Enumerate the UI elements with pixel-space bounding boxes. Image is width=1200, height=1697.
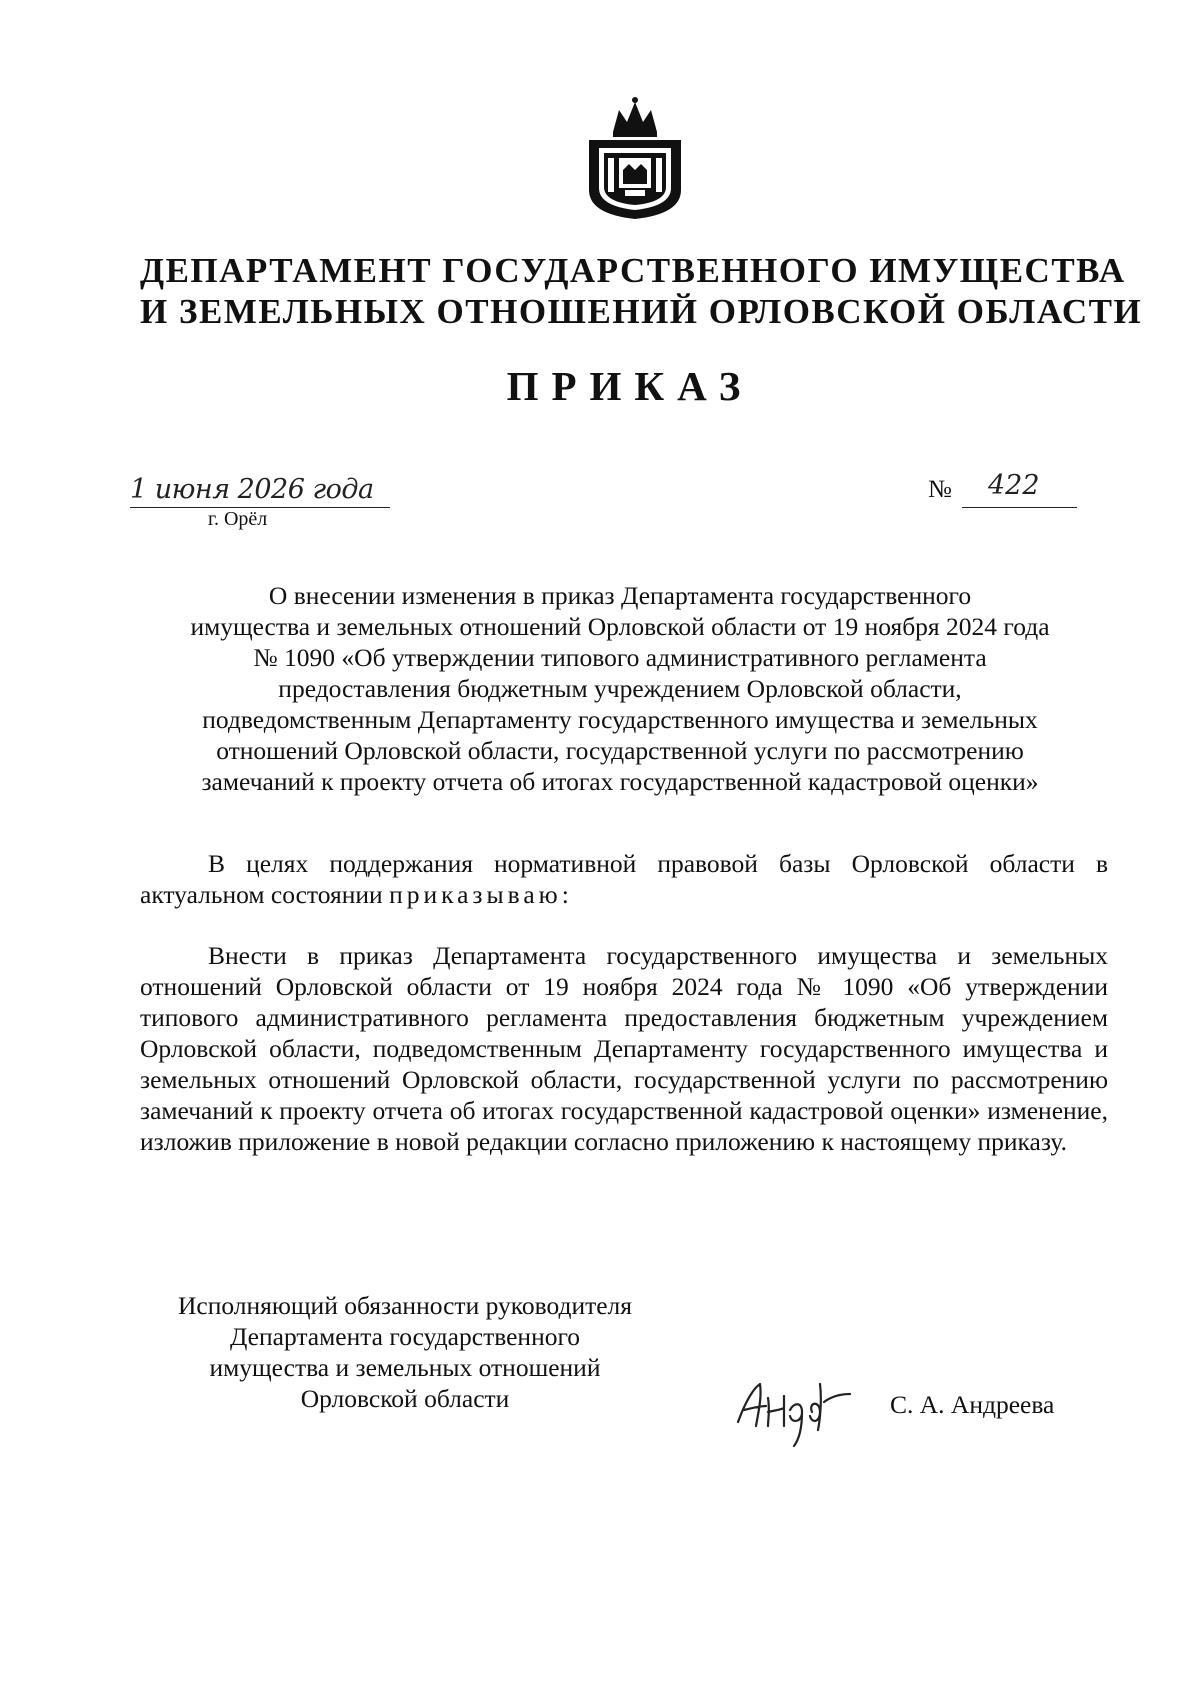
signer-name: С. А. Андреева: [890, 1390, 1055, 1419]
number-underline: [962, 507, 1077, 508]
subject-line: имущества и земельных отношений Орловской области от 19 ноября 2024 года: [190, 612, 1050, 641]
order-number-handwritten: 422: [988, 470, 1040, 501]
subject-line: № 1090 «Об утверждении типового административного регламента: [253, 643, 987, 672]
order-subject: [150, 580, 1090, 797]
issue-city: г. Орёл: [208, 508, 268, 530]
signatory-position-line: Исполняющий обязанности руководителя: [177, 1291, 633, 1320]
subject-line: предоставления бюджетным учреждением Орловской области,: [278, 674, 962, 703]
handwritten-signature: [728, 1370, 858, 1450]
order-date-handwritten: 1 июня 2026 года: [130, 474, 374, 505]
signatory-position-line: Орловской области: [300, 1384, 510, 1413]
organization-name-line2: И ЗЕМЕЛЬНЫХ ОТНОШЕНИЙ ОРЛОВСКОЙ ОБЛАСТИ: [140, 292, 1143, 331]
subject-line: подведомственным Департаменту государственного имущества и земельных: [202, 705, 1038, 734]
preamble-paragraph: [140, 848, 1108, 910]
order-keyword: приказываю:: [389, 880, 573, 909]
number-sign: №: [928, 476, 952, 503]
organization-name-line1: ДЕПАРТАМЕНТ ГОСУДАРСТВЕННОГО ИМУЩЕСТВА: [140, 251, 1126, 290]
signatory-position-line: Департамента государственного: [229, 1322, 581, 1351]
signatory-position-line: имущества и земельных отношений: [209, 1353, 601, 1382]
organization-name: [140, 250, 1143, 332]
operative-paragraph: Внести в приказ Департамента государственного имущества и земельных отношений Орловской области от 19 ноября 2024 года № 1090 «Об утверждении типового административного регламента предоставления бюджетным учреждением Орловской области, подведомственным Департаменту государственного имущества и земельных отношений Орловской области, государственной услуги по рассмотрению замечаний к проекту отчета об итогах государственной кадастровой оценки» изменение, изложив приложение в новой редакции согласно приложению к настоящему приказу.: [140, 941, 1108, 1156]
subject-line: замечаний к проекту отчета об итогах государственной кадастровой оценки»: [201, 767, 1039, 796]
document-type-title: ПРИКАЗ: [506, 363, 754, 409]
coat-of-arms-emblem: [575, 92, 695, 222]
signatory-position: [140, 1290, 670, 1414]
subject-line: отношений Орловской области, государственной услуги по рассмотрению: [216, 736, 1024, 765]
subject-line: О внесении изменения в приказ Департамента государственного: [268, 581, 972, 610]
preamble-text: В целях поддержания нормативной правовой базы Орловской области в актуальном состоянии: [140, 849, 1108, 909]
